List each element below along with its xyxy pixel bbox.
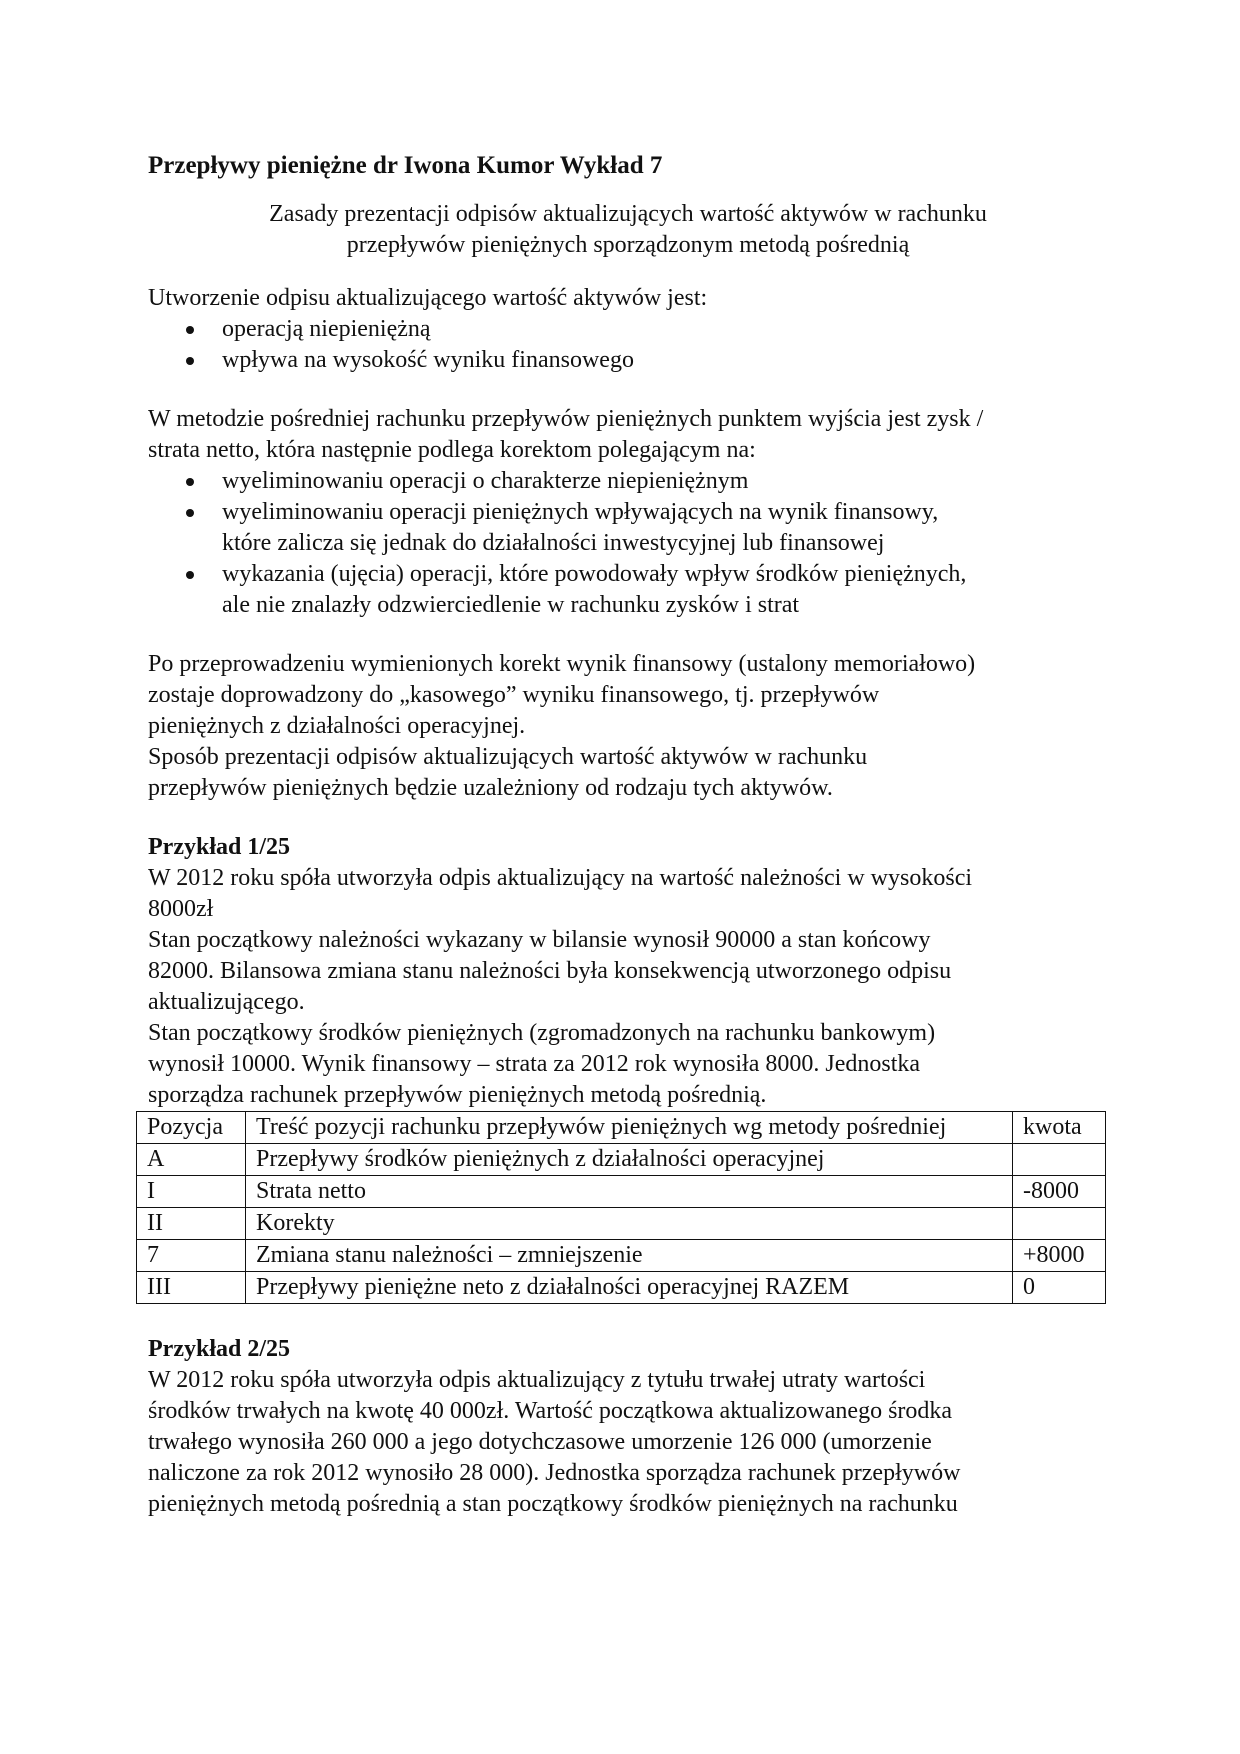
paragraph-line: W 2012 roku spóła utworzyła odpis aktualizujący z tytułu trwałej utraty wartości: [148, 1367, 926, 1393]
intro-section: [148, 283, 1108, 376]
paragraph-line: W 2012 roku spóła utworzyła odpis aktualizujący na wartość należności w wysokości: [148, 865, 973, 891]
paragraph-line: aktualizującego.: [148, 989, 305, 1015]
table-cell: Przepływy środków pieniężnych z działalności operacyjnej: [246, 1144, 1013, 1176]
list-item: operacją niepieniężną: [222, 314, 1108, 345]
table-header-row: [137, 1112, 1106, 1144]
paragraph-line: zostaje doprowadzony do „kasowego” wyniku finansowego, tj. przepływów: [148, 682, 880, 708]
table-cell: [1013, 1144, 1106, 1176]
after-corrections-section: [148, 649, 1108, 804]
paragraph-line: środków trwałych na kwotę 40 000zł. Wartość początkowa aktualizowanego środka: [148, 1398, 953, 1424]
table-cell: III: [137, 1272, 246, 1304]
method-bullet-list: [148, 466, 1108, 621]
example-heading: Przykład 1/25: [148, 834, 290, 860]
list-item: [222, 559, 1108, 621]
example-1-section: [148, 832, 1108, 1304]
document-title: Przepływy pieniężne dr Iwona Kumor Wykład 7: [148, 152, 663, 179]
list-item-line: wykazania (ujęcia) operacji, które powodowały wpływ środków pieniężnych,: [222, 561, 967, 587]
intro-bullet-list: [148, 314, 1108, 376]
table-cell: II: [137, 1208, 246, 1240]
list-item: wpływa na wysokość wyniku finansowego: [222, 345, 1108, 376]
paragraph-line: W metodzie pośredniej rachunku przepływów pieniężnych punktem wyjścia jest zysk /: [148, 406, 984, 432]
table-cell: [1013, 1208, 1106, 1240]
paragraph-line: 8000zł: [148, 896, 214, 922]
paragraph-line: pieniężnych metodą pośrednią a stan początkowy środków pieniężnych na rachunku: [148, 1491, 958, 1517]
table-row: [137, 1240, 1106, 1272]
table-row: [137, 1208, 1106, 1240]
table-cell: Korekty: [246, 1208, 1013, 1240]
paragraph-line: naliczone za rok 2012 wynosiło 28 000). Jednostka sporządza rachunek przepływów: [148, 1460, 961, 1486]
method-section: [148, 404, 1108, 621]
table-cell: 0: [1013, 1272, 1106, 1304]
table-row: [137, 1176, 1106, 1208]
list-item-line: wyeliminowaniu operacji o charakterze niepieniężnym: [222, 468, 749, 494]
subtitle-line: przepływów pieniężnych sporządzonym metodą pośrednią: [346, 232, 910, 258]
paragraph-line: trwałego wynosiła 260 000 a jego dotychczasowe umorzenie 126 000 (umorzenie: [148, 1429, 932, 1455]
table-cell: Zmiana stanu należności – zmniejszenie: [246, 1240, 1013, 1272]
table-row: [137, 1272, 1106, 1304]
example-2-section: [148, 1334, 1108, 1520]
paragraph-line: 82000. Bilansowa zmiana stanu należności była konsekwencją utworzonego odpisu: [148, 958, 952, 984]
paragraph-line: przepływów pieniężnych będzie uzależniony od rodzaju tych aktywów.: [148, 775, 833, 801]
table-cell: A: [137, 1144, 246, 1176]
document-page: [148, 150, 1108, 1520]
paragraph-line: wynosił 10000. Wynik finansowy – strata za 2012 rok wynosiła 8000. Jednostka: [148, 1051, 921, 1077]
document-subtitle: [148, 199, 1108, 261]
paragraph-line: strata netto, która następnie podlega korektom polegającym na:: [148, 437, 756, 463]
table-cell: +8000: [1013, 1240, 1106, 1272]
table-header-cell: Treść pozycji rachunku przepływów pieniężnych wg metody pośredniej: [246, 1112, 1013, 1144]
list-item-line: ale nie znalazły odzwierciedlenie w rachunku zysków i strat: [222, 592, 800, 618]
list-item-line: wyeliminowaniu operacji pieniężnych wpływających na wynik finansowy,: [222, 499, 939, 525]
paragraph-line: Po przeprowadzeniu wymienionych korekt wynik finansowy (ustalony memoriałowo): [148, 651, 976, 677]
table-cell: Przepływy pieniężne neto z działalności operacyjnej RAZEM: [246, 1272, 1013, 1304]
cash-flow-table: [136, 1111, 1106, 1304]
paragraph-line: Sposób prezentacji odpisów aktualizujących wartość aktywów w rachunku: [148, 744, 868, 770]
table-cell: -8000: [1013, 1176, 1106, 1208]
table-header-cell: kwota: [1013, 1112, 1106, 1144]
table-row: [137, 1144, 1106, 1176]
paragraph-line: Stan początkowy środków pieniężnych (zgromadzonych na rachunku bankowym): [148, 1020, 936, 1046]
paragraph-line: pieniężnych z działalności operacyjnej.: [148, 713, 526, 739]
table-header-cell: Pozycja: [137, 1112, 246, 1144]
example-heading: Przykład 2/25: [148, 1336, 290, 1362]
paragraph-line: Stan początkowy należności wykazany w bilansie wynosił 90000 a stan końcowy: [148, 927, 931, 953]
list-item: [222, 466, 1108, 497]
paragraph-line: sporządza rachunek przepływów pieniężnych metodą pośrednią.: [148, 1082, 767, 1108]
list-item: [222, 497, 1108, 559]
table-cell: Strata netto: [246, 1176, 1013, 1208]
intro-lead: Utworzenie odpisu aktualizującego wartość aktywów jest:: [148, 285, 708, 311]
subtitle-line: Zasady prezentacji odpisów aktualizujących wartość aktywów w rachunku: [269, 201, 987, 227]
table-cell: I: [137, 1176, 246, 1208]
list-item-line: które zalicza się jednak do działalności inwestycyjnej lub finansowej: [222, 530, 885, 556]
table-cell: 7: [137, 1240, 246, 1272]
